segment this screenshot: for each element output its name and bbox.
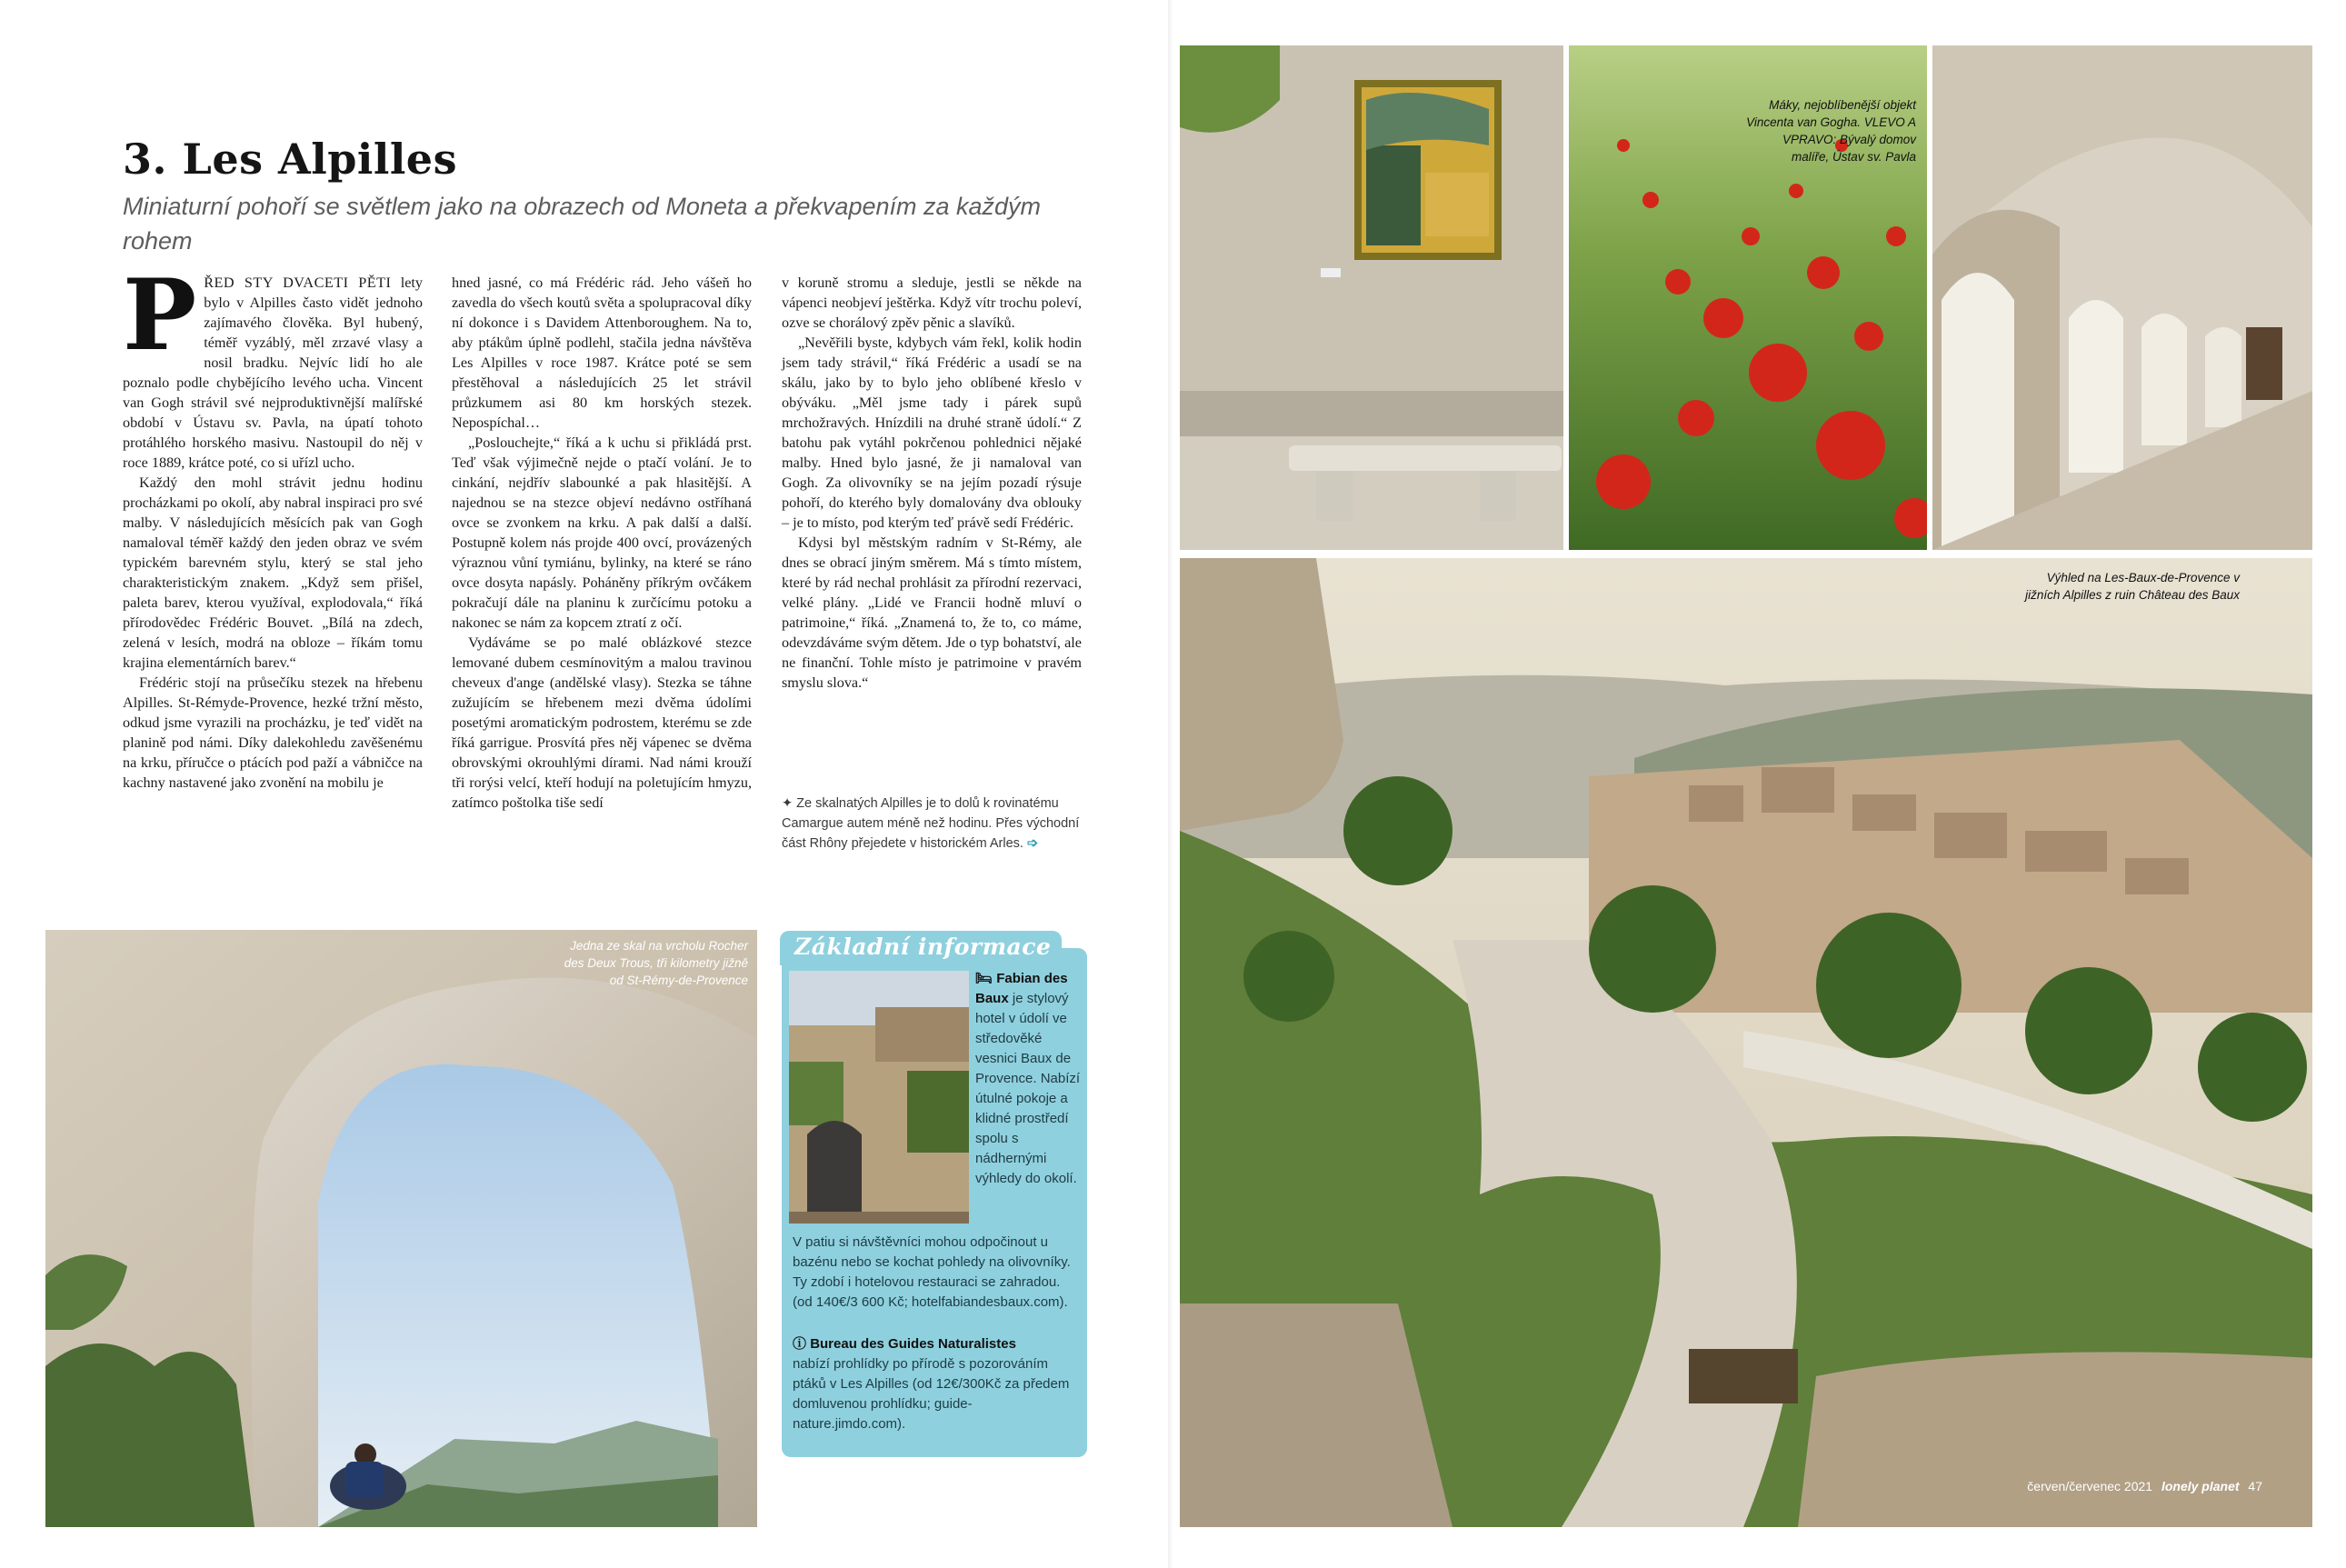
- paragraph: [123, 258, 423, 473]
- caption-les-baux-view: [2022, 569, 2240, 604]
- paragraph: „Poslouchejte,“ říká a k uchu si přikládá prst. Teď však výjimečně nejde o ptačí volání. Je to cinkání, nejdřív slabounké a pak hlasitější. A najednou se na stezce objeví nedávno ostříhaná ovce se zvonkem na krku. A pak další a další. Postupně kolem nás projde 400 ovcí, provázených výraznou vůní tymiánu, bylinky, na které se ráno ovce dosyta napásly. Poháněny příkrým ovčákem pokračují dále na planinu k zurčícímu potoku a nakonec se nám za kopcem ztratí z očí.: [452, 434, 752, 631]
- caption-text: Máky, nejoblíbenější objekt Vincenta van Gogha. VLEVO A VPRAVO: Bývalý domov malíře, Ústav sv. Pavla: [1746, 98, 1916, 164]
- infobox-title: Základní informace: [794, 934, 1052, 960]
- text-column-1: [123, 258, 423, 793]
- article-subtitle: Miniaturní pohoří se světlem jako na obrazech od Moneta a překvapením za každým rohem: [123, 193, 1042, 255]
- folio-date: červen/červenec 2021: [2027, 1479, 2153, 1493]
- caption-poppies: [1743, 96, 1916, 165]
- paragraph: „Nevěřili byste, kdybych vám řekl, kolik hodin jsem tady strávil,“ říká Frédéric a usadí se na skálu, jako by to bylo jeho oblíbené křeslo v obýváku. „Měl jsme tady i párek supů mrchožravých. Hnízdili na druhé straně údolí.“ Z batohu pak vytáhl pokrčenou pohlednici nějaké malby. Hned bylo jasné, že ji namaloval van Gogh. Za olivovníky se na jejím pozadí rýsuje pohoří, do kterého byly domalovány dva oblouky – je to místo, pod kterým teď právě sedí Frédéric.: [782, 335, 1082, 531]
- paragraph: Frédéric stojí na průsečíku stezek na hřebenu Alpilles. St-Rémyde-Provence, hezké tržní město, odkud jsme vyrazili na procházku, je teď vidět na planině pod námi. Díky dalekohledu zavěšenému na krku, příručce o ptácích pod paží a vábničce na kachny nastavené jako zvonění na mobilu je: [123, 674, 423, 791]
- les-baux-view-image: [1180, 558, 2312, 1527]
- bureau-text: nabízí prohlídky po přírodě s pozorováním ptáků v Les Alpilles (od 12€/300Kč za předem domluvenou prohlídku; guide-nature.jimdo.com).: [793, 1356, 1070, 1432]
- hotel-text-long: V patiu si návštěvníci mohou odpočinout u bazénu nebo se kochat pohledy na olivovníky. Ty zdobí i hotelovou restauraci se zahradou. (od 140€/3 600 Kč; hotelfabiandesbaux.com).: [793, 1234, 1071, 1310]
- text-column-2: [452, 273, 752, 813]
- page-number: 47: [2248, 1479, 2262, 1493]
- paragraph: hned jasné, co má Frédéric rád. Jeho vášeň ho zavedla do všech koutů světa a spolupracoval díky ní dokonce i s Davidem Attenboroughem. Na to, aby ptákům úplně podlehl, stačila jedna návštěva Les Alpilles v roce 1987. Krátce poté se sem přestěhoval a následujících 25 let strávil průzkumem asi 80 km horských stezek. Nepospíchal…: [452, 275, 752, 431]
- hotel-name: Fabian des Baux: [975, 971, 1068, 1006]
- photo-poppies: [1569, 45, 1927, 550]
- footnote: [782, 794, 1082, 854]
- footnote-text: ✦ Ze skalnatých Alpilles je to dolů k rovinatému Camargue autem méně než hodinu. Přes východní část Rhôny přejedete v historickém Arles.: [782, 796, 1080, 851]
- caption-text: Jedna ze skal na vrcholu Rocher des Deux Trous, tři kilometry jižně od St-Rémy-de-Provence: [564, 939, 748, 987]
- bed-icon: 🛏: [975, 971, 993, 986]
- page-gutter: [1168, 0, 1173, 1568]
- caption-text: Výhled na Les-Baux-de-Provence v jižních Alpilles z ruin Château des Baux: [2025, 571, 2240, 602]
- paragraph: Každý den mohl strávit jednu hodinu procházkami po okolí, aby nabral inspiraci pro své malby. V následujících měsících pak van Gogh namaloval téměř každý den jeden obraz ve svém typickém barevném stylu, který se stal jeho charakteristickým znakem. „Když sem přišel, paleta barev, kterou využíval, explodovala,“ říká přírodovědec Frédéric Bouvet. „Bílá na zdech, zelená v lesích, modrá na obloze – říkám tomu krajina elementárních barev.“: [123, 474, 423, 671]
- painting-wall-image: [1180, 45, 1563, 550]
- page-folio: [2027, 1479, 2262, 1493]
- cloister-image: [1932, 45, 2312, 550]
- paragraph: v koruně stromu a sleduje, jestli se někde na vápenci neobjeví ještěrka. Když vítr trochu poleví, ozve se chorálový zpěv pěnic a slavíků.: [782, 275, 1082, 331]
- brand-logo: lonely planet: [2161, 1479, 2240, 1493]
- photo-les-baux-view: [1180, 558, 2312, 1527]
- photo-rock-arch: [45, 930, 757, 1527]
- paragraph: Vydáváme se po malé oblázkové stezce lemované dubem cesmínovitým a malou travinou cheveux d'ange (andělské vlasy). Stezka se táhne zužujícím se hřebenem mezi dvěma údolími posetými aromatickým podrostem, kterému se zde říká garrigue. Prosvítá přes něj vápenec se dvěma obrovskými okrouhlými dírami. Nad námi krouží tři rorýsi velcí, kteří hodují na poletujícím hmyzu, zatímco poštolka tiše sedí: [452, 634, 752, 811]
- caption-rock-arch: [557, 937, 748, 989]
- photo-painting-wall: [1180, 45, 1563, 550]
- drop-cap: P: [123, 258, 197, 373]
- hotel-image: [789, 971, 969, 1223]
- infobox-hotel-short: [975, 969, 1083, 1189]
- hotel-text-short: je stylový hotel v údolí ve středověké vesnici Baux de Provence. Nabízí útulné pokoje a klidné prostředí spolu s nádhernými výhledy do okolí.: [975, 991, 1081, 1186]
- article-title: 3. Les Alpilles: [123, 135, 457, 184]
- infobox-bureau: [793, 1334, 1079, 1434]
- text-column-3: [782, 273, 1082, 693]
- rock-arch-image: [45, 930, 757, 1527]
- photo-cloister: [1932, 45, 2312, 550]
- info-icon: ⓘ: [793, 1336, 807, 1352]
- lead-in: ŘED STY DVACETI PĚTI: [204, 275, 392, 291]
- paragraph: Kdysi byl městským radním v St-Rémy, ale dnes se obrací jiným směrem. Má s tímto místem, které by rád nechal prohlásit za přírodní rezervaci, velké plány. „Lidé ve Francii hodně mluví o patrimoine,“ říká. „Znamená to, že to, co máme, odevzdáváme svým dětem. Jde o typ bohatství, ale ne finanční. Tohle místo je patrimoine v pravém smyslu slova.“: [782, 534, 1082, 691]
- arrow-right-icon[interactable]: ➩: [1026, 836, 1039, 851]
- photo-hotel: [789, 971, 969, 1223]
- paragraph-text: lety bylo v Alpilles často vidět jednoho zajímavého člověka. Byl hubený, téměř vyzáblý, měl zrzavé vlasy a nosil bradku. Nejvíc lidí ho ale poznalo podle chybějícího levého ucha. Vincent van Gogh strávil své nejproduktivnější malířské období v Ústavu sv. Pavla, na úpatí tohoto protáhlého horského masivu. Nastoupil do něj v roce 1889, krátce poté, co si uřízl ucho.: [123, 275, 423, 471]
- bureau-name: Bureau des Guides Naturalistes: [810, 1336, 1016, 1352]
- infobox-hotel-long: [793, 1233, 1079, 1313]
